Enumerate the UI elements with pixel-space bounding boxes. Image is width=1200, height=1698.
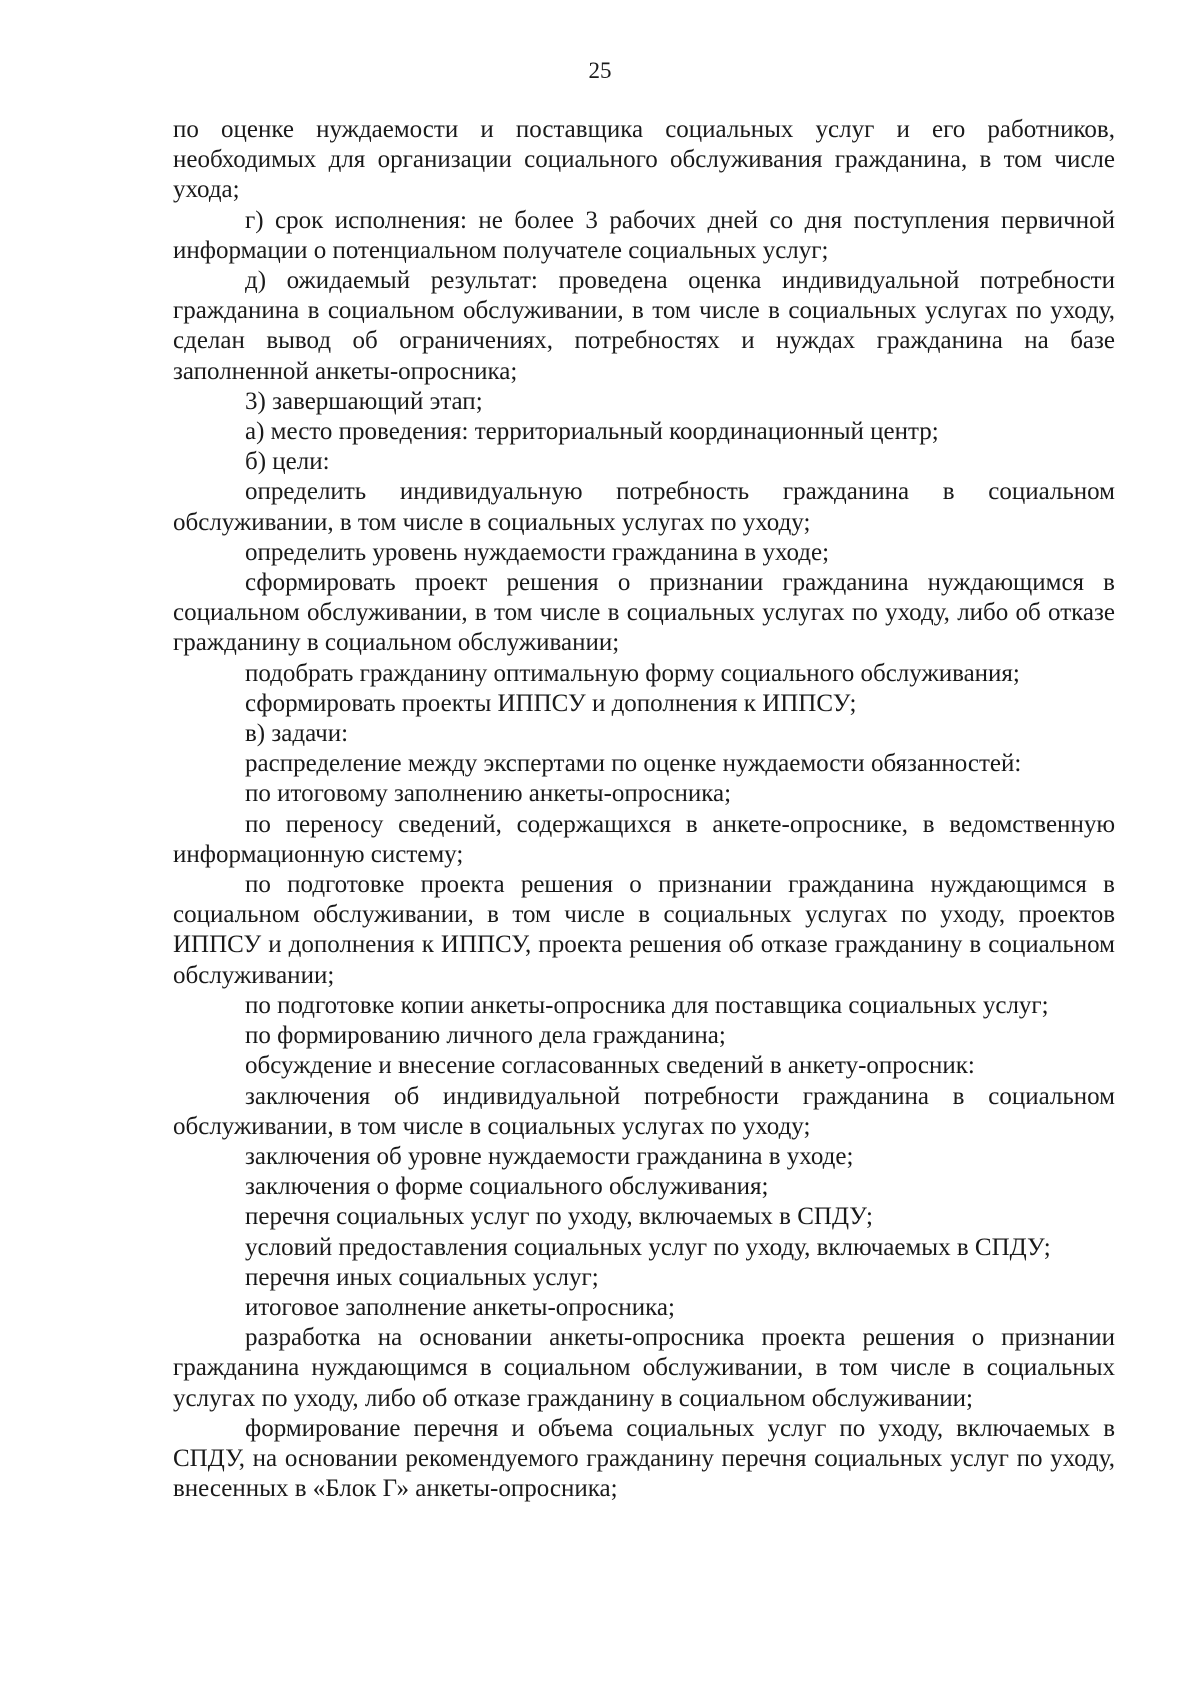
paragraph: сформировать проект решения о признании гражданина нуждающимся в социальном обслуживании, в том числе в социальных услугах по уходу, либо об отказе гражданину в социальном обслуживании; xyxy=(173,569,1115,657)
paragraph: г) срок исполнения: не более 3 рабочих дней со дня поступления первичной информации о потенциальном получателе социальных услуг; xyxy=(173,206,1115,264)
paragraph: определить индивидуальную потребность гражданина в социальном обслуживании, в том числе в социальных услугах по уходу; xyxy=(173,478,1115,536)
paragraph: заключения о форме социального обслуживания; xyxy=(245,1173,769,1201)
paragraph: 3) завершающий этап; xyxy=(245,387,483,415)
paragraph: обсуждение и внесение согласованных сведений в анкету-опросник: xyxy=(245,1052,975,1080)
document-body xyxy=(173,115,1115,1504)
paragraph: итоговое заполнение анкеты-опросника; xyxy=(245,1293,675,1321)
page-number: 25 xyxy=(588,58,612,83)
paragraph: по переносу сведений, содержащихся в анкете-опроснике, в ведомственную информационную систему; xyxy=(173,810,1115,868)
paragraph: по подготовке копии анкеты-опросника для поставщика социальных услуг; xyxy=(245,991,1049,1019)
paragraph: д) ожидаемый результат: проведена оценка индивидуальной потребности гражданина в социальном обслуживании, в том числе в социальных услугах по уходу, сделан вывод об ограничениях, потребностях и нуждах гражданина на базе заполненной анкеты-опросника; xyxy=(173,267,1115,385)
paragraph: разработка на основании анкеты-опросника проекта решения о признании гражданина нуждающимся в социальном обслуживании, в том числе в социальных услугах по уходу, либо об отказе гражданину в социальном обслуживании; xyxy=(173,1324,1115,1412)
paragraph: в) задачи: xyxy=(245,720,349,748)
paragraph: а) место проведения: территориальный координационный центр; xyxy=(245,418,939,446)
paragraph: перечня социальных услуг по уходу, включаемых в СПДУ; xyxy=(245,1203,873,1231)
paragraph: распределение между экспертами по оценке нуждаемости обязанностей: xyxy=(245,750,1022,778)
paragraph: по формированию личного дела гражданина; xyxy=(245,1022,726,1050)
paragraph: подобрать гражданину оптимальную форму социального обслуживания; xyxy=(245,659,1020,687)
paragraph: по оценке нуждаемости и поставщика социальных услуг и его работников, необходимых для организации социального обслуживания гражданина, в том числе ухода; xyxy=(173,116,1115,204)
paragraph: сформировать проекты ИППСУ и дополнения к ИППСУ; xyxy=(245,689,857,717)
paragraph: формирование перечня и объема социальных услуг по уходу, включаемых в СПДУ, на основании рекомендуемого гражданину перечня социальных услуг по уходу, внесенных в «Блок Г» анкеты-опросника; xyxy=(173,1414,1115,1503)
paragraph: по подготовке проекта решения о признании гражданина нуждающимся в социальном обслуживании, в том числе в социальных услугах по уходу, проектов ИППСУ и дополнения к ИППСУ, проекта решения об отказе гражданину в социальном обслуживании; xyxy=(173,871,1115,989)
paragraph: перечня иных социальных услуг; xyxy=(245,1263,599,1291)
paragraph: заключения об уровне нуждаемости гражданина в уходе; xyxy=(245,1142,854,1170)
paragraph: заключения об индивидуальной потребности гражданина в социальном обслуживании, в том числе в социальных услугах по уходу; xyxy=(173,1082,1115,1140)
paragraph: б) цели: xyxy=(245,448,330,476)
paragraph: по итоговому заполнению анкеты-опросника; xyxy=(245,780,732,808)
paragraph: условий предоставления социальных услуг по уходу, включаемых в СПДУ; xyxy=(245,1233,1051,1261)
paragraph: определить уровень нуждаемости гражданина в уходе; xyxy=(245,538,830,566)
